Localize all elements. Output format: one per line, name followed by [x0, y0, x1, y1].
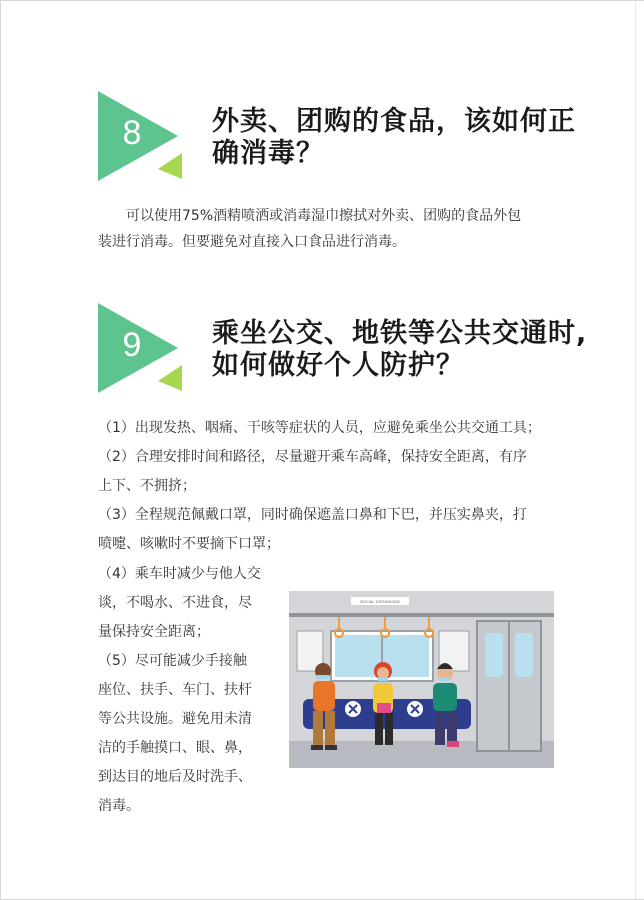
- item-line: 到达目的地后及时洗手、: [98, 769, 252, 785]
- section-8-title: [212, 106, 576, 170]
- list-item-1: [98, 414, 558, 443]
- item-line: （2）合理安排时间和路径，尽量避开乘车高峰，保持安全距离，有序: [98, 449, 527, 465]
- item-line: 座位、扶手、车门、扶杆: [98, 682, 252, 698]
- title-line: 确消毒？: [212, 138, 324, 169]
- item-line: 消毒。: [98, 798, 140, 814]
- section-9-title: [212, 318, 587, 382]
- item-line: （4）乘车时减少与他人交: [98, 566, 261, 582]
- sign-text: SOCIAL DISTANCING: [359, 599, 401, 604]
- list-item-2: [98, 443, 558, 501]
- item-line: 喷嚏、咳嗽时不要摘下口罩；: [98, 536, 280, 552]
- page-border-top: [0, 0, 644, 1]
- body-line: 装进行消毒。但要避免对直接入口食品进行消毒。: [98, 234, 406, 250]
- list-item-3: [98, 501, 558, 559]
- title-line: 外卖、团购的食品，该如何正: [212, 106, 576, 137]
- list-item-4: [98, 560, 288, 647]
- subway-illustration: [289, 591, 554, 768]
- item-line: （1）出现发热、咽痛、干咳等症状的人员，应避免乘坐公共交通工具；: [98, 420, 541, 436]
- list-item-5: [98, 647, 288, 821]
- item-line: 量保持安全距离；: [98, 624, 210, 640]
- section-number: 8: [122, 114, 142, 152]
- section-number: 9: [122, 326, 142, 364]
- body-line: 可以使用75%酒精喷洒或消毒湿巾擦拭对外卖、团购的食品外包: [126, 208, 522, 224]
- title-line: 乘坐公交、地铁等公共交通时,: [212, 318, 588, 349]
- section-9-badge: [98, 303, 188, 393]
- item-line: 洁的手触摸口、眼、鼻，: [98, 740, 252, 756]
- page-border-right: [635, 0, 636, 900]
- item-line: （5）尽可能减少手接触: [98, 653, 247, 669]
- item-line: 上下、不拥挤；: [98, 478, 196, 494]
- subway-passengers-illustration-icon: [289, 591, 554, 768]
- item-line: （3）全程规范佩戴口罩，同时确保遮盖口鼻和下巴，并压实鼻夹，打: [98, 507, 527, 523]
- page-border-left: [0, 0, 1, 900]
- section-9-items-narrow: [98, 560, 288, 821]
- title-line: 如何做好个人防护？: [212, 350, 464, 381]
- section-8-body: [98, 203, 558, 255]
- item-line: 谈，不喝水、不进食，尽: [98, 595, 252, 611]
- section-8-badge: [98, 91, 188, 181]
- item-line: 等公共设施。避免用未清: [98, 711, 252, 727]
- section-9-items-full: [98, 414, 558, 559]
